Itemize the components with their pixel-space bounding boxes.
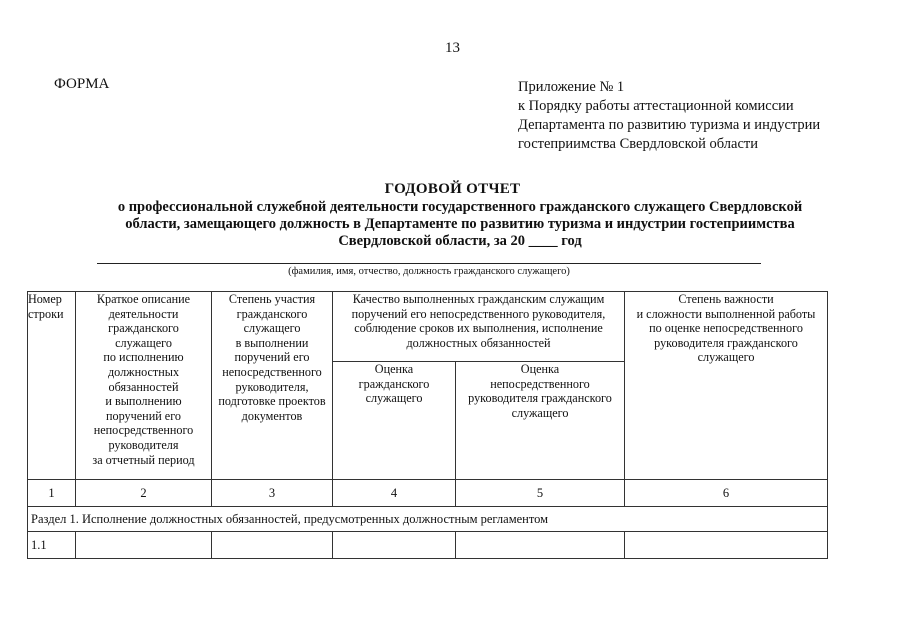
header-text: поручений его xyxy=(106,408,181,423)
header-text: служащего xyxy=(511,405,569,420)
header-text: непосредственного xyxy=(222,364,322,379)
table-cell xyxy=(76,532,212,559)
header-text: должностных xyxy=(107,364,180,379)
column-number: 2 xyxy=(76,480,212,507)
header-text: Качество выполненных гражданским служащим xyxy=(352,292,605,306)
report-subtitle xyxy=(80,199,840,250)
header-participation xyxy=(212,292,333,480)
table-cell xyxy=(625,532,828,559)
column-number: 5 xyxy=(456,480,625,507)
header-row-number xyxy=(28,292,76,480)
header-importance xyxy=(625,292,828,480)
header-text: документов xyxy=(241,408,303,423)
header-text: служащего xyxy=(365,391,423,406)
table-row xyxy=(28,532,828,559)
header-text: гражданского xyxy=(108,321,179,336)
header-text: в выполнении xyxy=(235,335,309,350)
header-text: по оценке непосредственного xyxy=(649,321,803,336)
header-text: и сложности выполненной работы xyxy=(636,306,816,321)
header-text: служащего xyxy=(115,335,172,350)
row-number-cell: 1.1 xyxy=(28,532,76,559)
header-text: по исполнению xyxy=(103,350,184,365)
column-number: 3 xyxy=(212,480,333,507)
column-numbers-row xyxy=(28,480,828,507)
header-text: подготовке проектов xyxy=(218,394,326,409)
header-text: поручений его xyxy=(234,350,310,365)
header-text: соблюдение сроков их выполнения, исполнение xyxy=(354,321,603,336)
header-self-assessment xyxy=(333,362,456,480)
appendix-block xyxy=(518,78,820,154)
header-text: руководителя xyxy=(108,437,179,452)
table-cell xyxy=(212,532,333,559)
header-text: Степень участия xyxy=(228,292,316,306)
header-quality xyxy=(333,292,625,362)
header-text: руководителя гражданского xyxy=(468,391,612,406)
section-row xyxy=(28,507,828,532)
report-table xyxy=(27,291,828,559)
name-caption: (фамилия, имя, отчество, должность гражданского служащего) xyxy=(288,266,570,277)
header-description xyxy=(76,292,212,480)
section-1-title: Раздел 1. Исполнение должностных обязанностей, предусмотренных должностным регламентом xyxy=(28,507,828,532)
header-text: гражданского xyxy=(236,306,308,321)
appendix-line: Приложение № 1 xyxy=(518,79,625,95)
header-text: руководителя, xyxy=(235,379,309,394)
header-text: должностных обязанностей xyxy=(406,335,551,350)
header-text: деятельности xyxy=(108,306,179,321)
header-text: Краткое описание xyxy=(96,292,191,306)
page-number: 13 xyxy=(445,40,460,56)
subtitle-line: Свердловской области, за 20 ____ год xyxy=(338,233,582,249)
appendix-line: к Порядку работы аттестационной комиссии xyxy=(518,98,794,114)
column-number: 4 xyxy=(333,480,456,507)
header-text: строки xyxy=(28,306,64,321)
header-text: Оценка xyxy=(520,362,560,376)
form-label: ФОРМА xyxy=(54,76,110,92)
header-manager-assessment xyxy=(456,362,625,480)
header-text: за отчетный период xyxy=(92,452,195,467)
appendix-line: гостеприимства Свердловской области xyxy=(518,136,759,152)
header-text: поручений его непосредственного руководителя, xyxy=(351,306,606,321)
header-text: непосредственного xyxy=(93,423,194,438)
name-fill-line xyxy=(97,263,761,264)
header-text: Степень важности xyxy=(678,292,774,306)
header-text: непосредственного xyxy=(490,376,590,391)
appendix-line: Департамента по развитию туризма и индустрии xyxy=(518,117,821,133)
subtitle-line: о профессиональной служебной деятельности государственного гражданского служащего Свердловской xyxy=(117,199,803,215)
column-number: 1 xyxy=(28,480,76,507)
table-cell xyxy=(333,532,456,559)
column-number: 6 xyxy=(625,480,828,507)
table-cell xyxy=(456,532,625,559)
subtitle-line: области, замещающего должность в Департаменте по развитию туризма и индустрии гостеприимства xyxy=(125,216,795,232)
header-text: руководителя гражданского xyxy=(654,335,798,350)
header-text: гражданского xyxy=(358,376,430,391)
header-text: Оценка xyxy=(374,362,414,376)
header-text: Номер xyxy=(28,292,62,306)
header-text: служащего xyxy=(697,350,755,365)
header-text: обязанностей xyxy=(108,379,179,394)
report-title: ГОДОВОЙ ОТЧЕТ xyxy=(384,181,521,197)
header-text: служащего xyxy=(243,321,301,336)
header-text: и выполнению xyxy=(105,394,182,409)
table-header-row xyxy=(28,292,828,362)
